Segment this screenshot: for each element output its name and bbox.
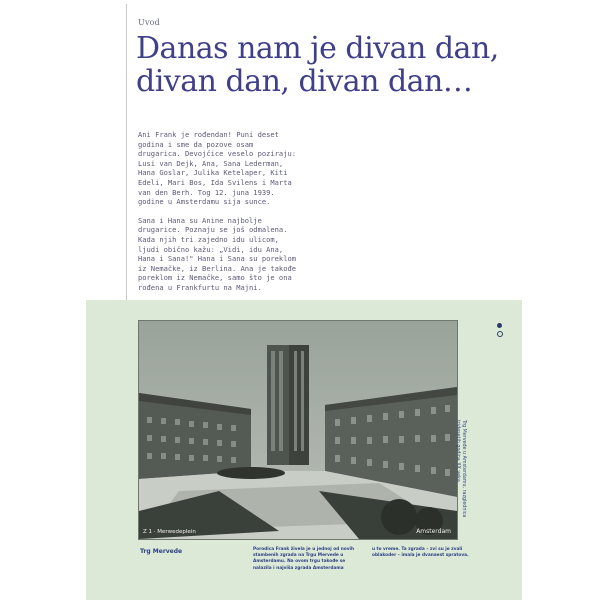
photo-caption-right: Amsterdam: [416, 528, 451, 535]
title-line-2: divan dan, divan dan…: [136, 64, 473, 99]
photo-caption-left: Z 1 · Merwedeplein: [143, 529, 196, 535]
section-label: Uvod: [138, 18, 160, 27]
page-title: [136, 32, 576, 98]
historic-photo: [138, 320, 458, 540]
caption-line: stambenih zgrada na Trgu Mervede u: [253, 553, 344, 559]
location-label: Trg Mervede: [140, 548, 183, 555]
caption-line: u to vreme. Ta zgrada – zvi su je zvali: [372, 547, 463, 552]
caption-line: Porodica Frank živela je u jednoj od novih: [253, 547, 355, 552]
title-line-1: Danas nam je divan dan,: [136, 31, 499, 66]
caption-column-b: [372, 547, 472, 559]
caption-column-a: [253, 547, 365, 572]
indicator-ring-icon: [497, 331, 503, 337]
paragraph: Ani Frank je rođendan! Puni deset godina i sme da pozove osam drugarica. Devojčice veselo poziraju: Lusi van Dejk, Ana, Sana Lederman, Hana Goslar, Julika Ketelaper, Kiti Edeli, Mari Bos, Ida Svilens i Marta van den Berh. Tog 12. juna 1939. godine u Amsterdamu sija sunce.: [138, 130, 297, 207]
page-indicator: [497, 323, 505, 337]
square-illustration: [139, 321, 457, 539]
caption-line: oblakoder – imala je dvanaest spratova.: [372, 553, 469, 559]
paragraph: Sana i Hana su Anine najbolje drugarice. Poznaju se još odmalena. Kada njih tri zajedno idu ulicom, ljudi obično kažu: „Vidi, idu Ana, Hana i Sana!" Hana i Sana su poreklom iz Nemačke, iz Berlina. Ana je takođe poreklom iz Nemačke, samo što je ona rođena u Frankfurtu na Majni.: [138, 215, 297, 292]
margin-rule: [126, 4, 127, 304]
caption-line: Amsterdamu. Na ovom trgu takođe se: [253, 559, 346, 565]
vertical-caption-line: Trg Mervede u Amsterdamu, razglednica: [461, 420, 466, 518]
indicator-dot-icon: [497, 323, 502, 328]
vertical-caption-line: tridesetih godina XX veka: [455, 420, 460, 482]
caption-line: nalazila i najviša zgrada Amsterdama: [253, 565, 344, 571]
vertical-photo-caption: [446, 420, 466, 530]
